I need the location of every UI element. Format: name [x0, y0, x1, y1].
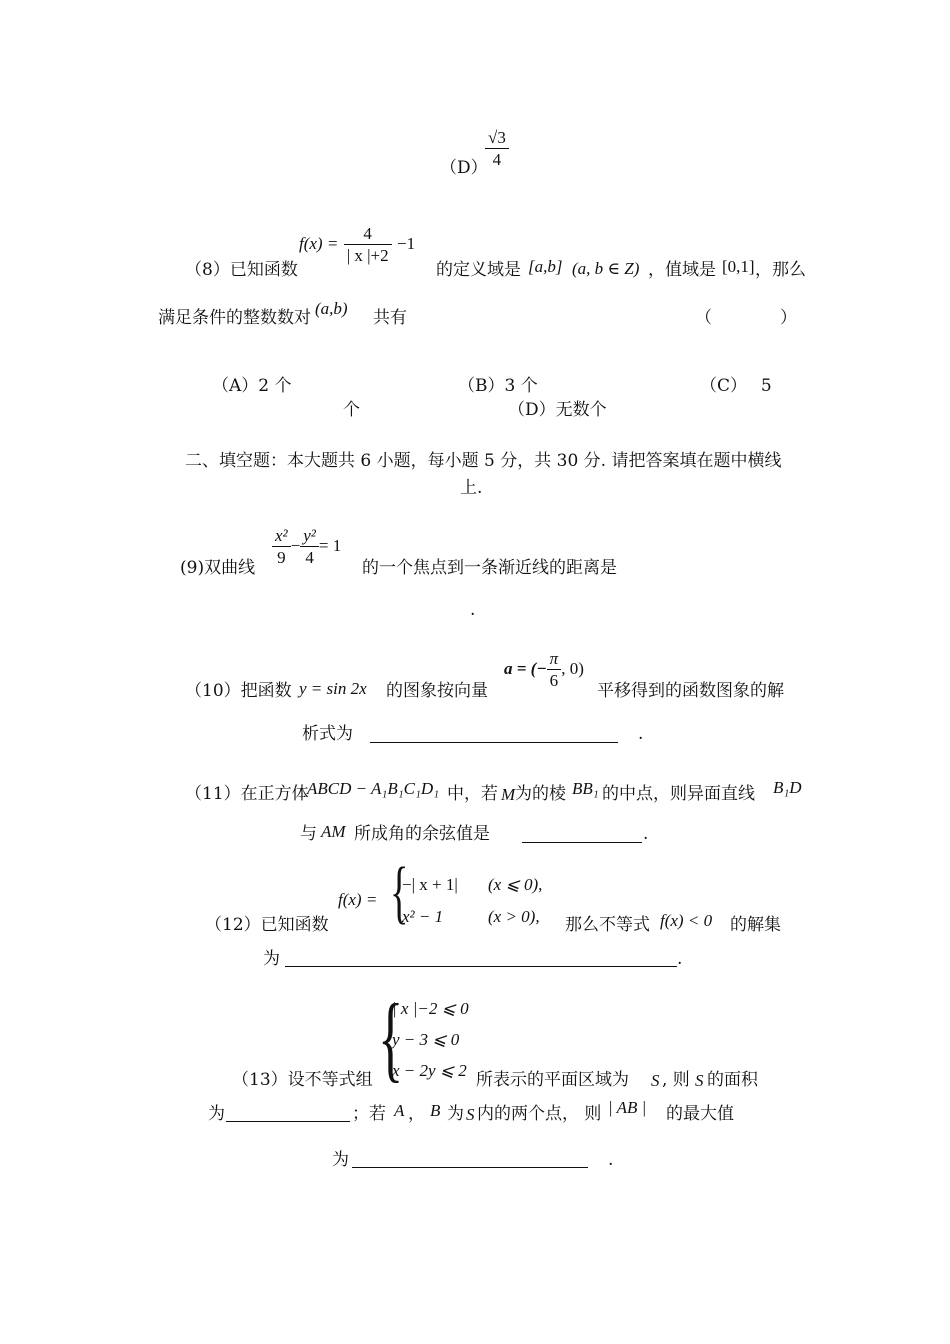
q8-line2-tail: 共有 [373, 308, 407, 328]
section2-instructions: 二、填空题：本大题共 6 小题，每小题 5 分，共 30 分. 请把答案填在题中横线 [185, 451, 782, 471]
q12-label: （12）已知函数 [205, 915, 329, 935]
q8-option-b: （B）3 个 [458, 376, 538, 396]
q11-text1: 中，若 [447, 784, 498, 804]
q11-answer-blank [522, 824, 642, 843]
q9-minus: − [290, 536, 301, 555]
q9-label: (9)双曲线 [180, 558, 256, 578]
q13-max-answer-blank [352, 1149, 588, 1168]
q9-text: 的一个焦点到一条渐近线的距离是 [362, 558, 617, 578]
q8-range: [0,1] [722, 257, 755, 276]
q8-option-a: （A）2 个 [212, 376, 292, 396]
q13-condition-1: | x |−2 ⩽ 0 [392, 999, 469, 1018]
q10-vector-numerator: π [547, 650, 562, 670]
q12-f-lhs: f(x) = [338, 890, 378, 909]
q8-pair: (a,b) [315, 299, 348, 318]
q12-brace: { [390, 854, 409, 931]
q8-text2: ，值域是 [648, 260, 716, 280]
q12-blank[interactable] [285, 948, 677, 967]
q12-line2: 为 [263, 949, 280, 969]
q13-s-1: S [651, 1071, 660, 1090]
q9-x-numerator: x² [272, 527, 291, 547]
q11-blank[interactable] [522, 824, 642, 843]
q8-f-denominator: | x |+2 [346, 246, 389, 265]
q10-vector-lhs: a = (− [504, 659, 547, 678]
q12-dot: . [677, 949, 683, 969]
q9-hyperbola [272, 527, 341, 566]
q13-text2: , 则 [662, 1070, 690, 1090]
q8-line2: 满足条件的整数数对 [158, 308, 311, 328]
q8-option-c: （C） 5 [700, 376, 772, 396]
q12-inequality: f(x) < 0 [660, 911, 713, 930]
q9-x-denominator: 9 [277, 548, 286, 567]
q13-text5: 内的两个点， 则 [477, 1104, 602, 1124]
q10-function: y = sin 2x [299, 679, 367, 698]
q13-area-answer-blank [226, 1103, 350, 1122]
q13-text4: 为 [447, 1104, 464, 1124]
q7-d-denominator: 4 [492, 150, 502, 169]
q12-text-tail: 的解集 [730, 915, 781, 935]
q9-y-denominator: 4 [305, 548, 314, 567]
q8-f-numerator: 4 [344, 225, 392, 245]
q11-line2-start: 与 [300, 824, 317, 844]
q10-blank[interactable] [370, 724, 618, 743]
q11-dot: . [643, 824, 649, 844]
q12-case2-cond: (x > 0), [488, 907, 540, 926]
q13-a: A [394, 1101, 405, 1120]
q13-text1: 所表示的平面区域为 [476, 1070, 629, 1090]
q10-vector-denominator: 6 [549, 671, 559, 690]
q7-d-numerator: √3 [485, 129, 509, 149]
q8-f-lhs: f(x) = [299, 234, 339, 253]
q13-area-blank[interactable] [226, 1103, 350, 1122]
q11-cube: ABCD − A₁B₁C₁D₁ [307, 779, 440, 798]
q8-label: （8）已知函数 [185, 260, 298, 280]
q11-am: AM [321, 822, 346, 841]
q10-dot: . [638, 724, 644, 744]
q10-vector-rhs: , 0) [561, 659, 584, 678]
q10-text1: 的图象按向量 [386, 681, 488, 701]
q8-answer-paren: （ ） [695, 308, 797, 328]
q11-label: （11）在正方体 [185, 784, 309, 804]
q13-dot: . [608, 1150, 614, 1170]
q9-dot: . [470, 600, 476, 620]
q9-y-numerator: y² [300, 527, 319, 547]
q8-text3: ，那么 [755, 260, 806, 280]
q13-semi: ；若 [352, 1104, 386, 1124]
q12-case1: −| x + 1| [402, 875, 458, 894]
q13-text3: 的面积 [707, 1070, 758, 1090]
q13-comma: ， [408, 1104, 425, 1124]
q13-s-3: S [466, 1105, 475, 1124]
q13-text6: 的最大值 [666, 1104, 734, 1124]
q8-option-c-wrap: 个 [343, 400, 360, 420]
q13-label: （13）设不等式组 [232, 1070, 373, 1090]
q8-interval: [a,b] [528, 257, 563, 276]
q8-f-tail: −1 [397, 234, 416, 253]
q10-text2: 平移得到的函数图象的解 [597, 681, 784, 701]
q9-equals: = 1 [318, 536, 342, 555]
section2-instructions-wrap: 上. [460, 478, 483, 498]
q13-line2-start: 为 [208, 1104, 225, 1124]
q13-brace: { [378, 984, 404, 1091]
q10-label: （10）把函数 [185, 681, 292, 701]
q7-option-d-label: （D） [440, 158, 488, 178]
q8-function [299, 225, 415, 264]
q11-m: M [501, 785, 516, 804]
q11-text2: 为的棱 [515, 784, 566, 804]
q11-line2-text: 所成角的余弦值是 [354, 824, 490, 844]
q10-vector [504, 650, 584, 689]
q13-ab: | AB | [608, 1098, 647, 1117]
q12-answer-blank [285, 948, 677, 967]
q13-line3: 为 [332, 1150, 349, 1170]
q11-edge: BB₁ [572, 779, 599, 798]
q13-condition-2: y − 3 ⩽ 0 [392, 1030, 460, 1049]
q13-condition-3: x − 2y ⩽ 2 [392, 1061, 467, 1080]
q11-line: B₁D [773, 778, 802, 797]
q13-s-2: S [695, 1071, 704, 1090]
q7-option-d-value [485, 129, 509, 168]
q10-line2: 析式为 [302, 724, 353, 744]
q13-max-blank[interactable] [352, 1149, 588, 1168]
q8-option-d: （D）无数个 [508, 400, 607, 420]
q11-text3: 的中点，则异面直线 [602, 784, 755, 804]
q10-answer-blank [370, 724, 618, 743]
q12-case2: x² − 1 [402, 907, 444, 926]
q8-text1: 的定义域是 [436, 260, 521, 280]
q8-condition: (a, b ∈ Z) [572, 259, 640, 278]
q13-b: B [430, 1101, 441, 1120]
q12-text: 那么不等式 [565, 915, 650, 935]
q12-case1-cond: (x ⩽ 0), [488, 875, 543, 894]
